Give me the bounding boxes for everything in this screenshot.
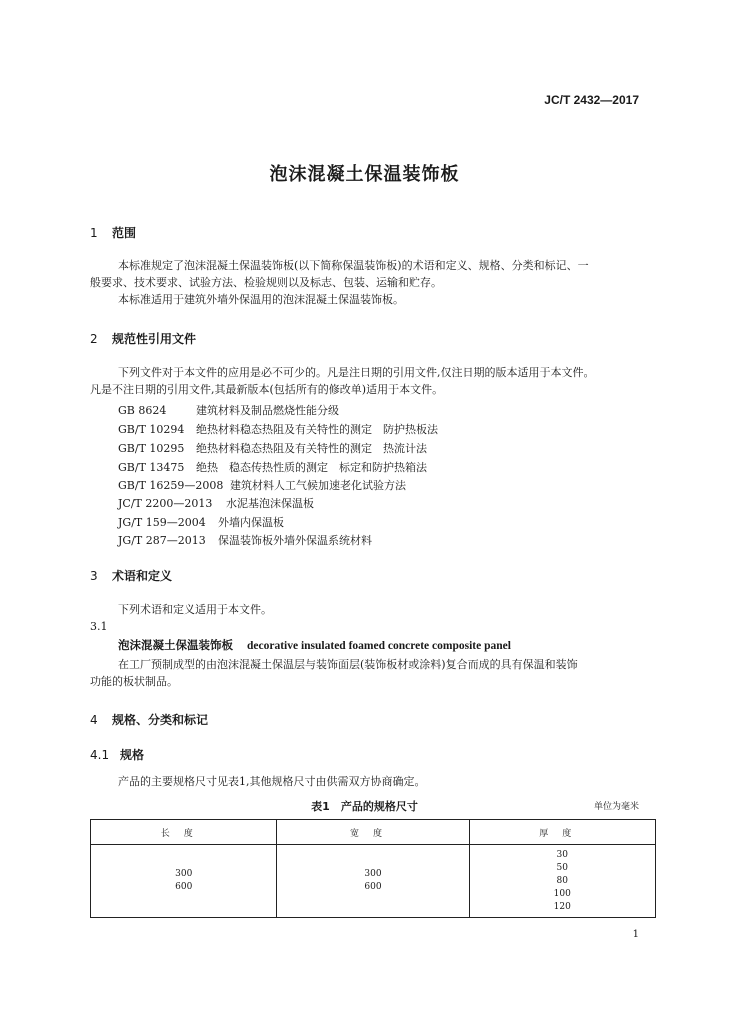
thickness-value: 80	[556, 875, 568, 886]
page-number: 1	[632, 929, 639, 940]
paragraph-line: 般要求、技术要求、试验方法、检验规则以及标志、包装、运输和贮存。	[90, 276, 442, 289]
reference-title: 建筑材料及制品燃烧性能分级	[196, 404, 339, 417]
thickness-cell	[469, 845, 655, 918]
reference-code: GB/T 13475	[118, 461, 185, 474]
reference-code: GB/T 10295	[118, 442, 185, 455]
term-number: 3.1	[90, 620, 108, 633]
spec-table	[90, 819, 656, 918]
document-title: 泡沫混凝土保温装饰板	[269, 164, 460, 185]
subsection-title: 规格	[120, 748, 145, 762]
reference-code: JG/T 287—2013	[118, 534, 206, 547]
paragraph-line: 在工厂预制成型的由泡沫混凝土保温层与装饰面层(装饰板材或涂料)复合而成的具有保温和装饰	[118, 658, 578, 671]
reference-title: 绝热 稳态传热性质的测定 标定和防护热箱法	[196, 461, 427, 474]
reference-code: JG/T 159—2004	[118, 516, 206, 529]
paragraph-line: 下列文件对于本文件的应用是必不可少的。凡是注日期的引用文件,仅注日期的版本适用于本文件。	[118, 366, 595, 379]
paragraph-line: 本标准规定了泡沫混凝土保温装饰板(以下简称保温装饰板)的术语和定义、规格、分类和标记、一	[118, 259, 589, 272]
reference-title: 绝热材料稳态热阻及有关特性的测定 热流计法	[196, 442, 427, 455]
reference-code: GB 8624	[118, 404, 167, 417]
reference-code: GB/T 16259—2008	[118, 479, 224, 492]
table-row	[91, 845, 656, 918]
thickness-value: 50	[556, 862, 568, 873]
length-value: 600	[175, 882, 193, 892]
table-header-row	[91, 820, 656, 845]
paragraph-line: 产品的主要规格尺寸见表1,其他规格尺寸由供需双方协商确定。	[118, 775, 426, 788]
length-value: 300	[175, 869, 193, 879]
section-title: 术语和定义	[112, 569, 173, 583]
width-cell	[277, 845, 469, 918]
length-cell	[91, 845, 277, 918]
section-1-heading	[90, 224, 136, 241]
reference-item	[118, 402, 339, 418]
section-title: 规格、分类和标记	[112, 713, 209, 727]
paragraph-line: 下列术语和定义适用于本文件。	[118, 603, 272, 616]
reference-title: 建筑材料人工气候加速老化试验方法	[230, 479, 406, 492]
reference-title: 外墙内保温板	[218, 516, 284, 529]
section-3-heading	[90, 567, 172, 584]
reference-code: JC/T 2200—2013	[118, 497, 213, 510]
width-value: 600	[364, 882, 382, 892]
reference-item	[118, 532, 372, 548]
reference-item	[118, 495, 314, 511]
width-value: 300	[364, 869, 382, 879]
reference-item	[118, 459, 427, 475]
thickness-value: 100	[553, 888, 571, 899]
term-chinese: 泡沫混凝土保温装饰板	[118, 638, 233, 652]
section-4-heading	[90, 711, 208, 728]
thickness-value: 120	[553, 901, 571, 912]
term-english: decorative insulated foamed concrete composite panel	[247, 640, 511, 652]
paragraph-line: 本标准适用于建筑外墙外保温用的泡沫混凝土保温装饰板。	[118, 293, 404, 306]
table-caption: 表1 产品的规格尺寸	[311, 800, 418, 813]
header-width: 宽度	[277, 820, 469, 845]
section-2-heading	[90, 330, 196, 347]
table-unit: 单位为毫米	[593, 802, 639, 812]
thickness-value: 30	[556, 849, 568, 860]
term-entry	[118, 637, 511, 653]
section-number: 2	[90, 332, 98, 346]
reference-item	[118, 440, 427, 456]
section-number: 1	[90, 226, 98, 240]
reference-code: GB/T 10294	[118, 423, 185, 436]
section-number: 3	[90, 569, 98, 583]
reference-item	[118, 421, 438, 437]
paragraph-line: 功能的板状制品。	[90, 675, 178, 688]
reference-title: 绝热材料稳态热阻及有关特性的测定 防护热板法	[196, 423, 438, 436]
reference-item	[118, 514, 284, 530]
section-title: 范围	[112, 226, 137, 240]
header-thickness: 厚度	[469, 820, 655, 845]
standard-code: JC/T 2432—2017	[544, 93, 639, 107]
reference-item	[118, 477, 406, 493]
reference-title: 水泥基泡沫保温板	[226, 497, 314, 510]
subsection-heading	[90, 746, 144, 763]
section-title: 规范性引用文件	[112, 332, 197, 346]
section-number: 4	[90, 713, 98, 727]
paragraph-line: 凡是不注日期的引用文件,其最新版本(包括所有的修改单)适用于本文件。	[90, 383, 444, 396]
subsection-number: 4.1	[90, 748, 110, 762]
header-length: 长度	[91, 820, 277, 845]
reference-title: 保温装饰板外墙外保温系统材料	[218, 534, 372, 547]
